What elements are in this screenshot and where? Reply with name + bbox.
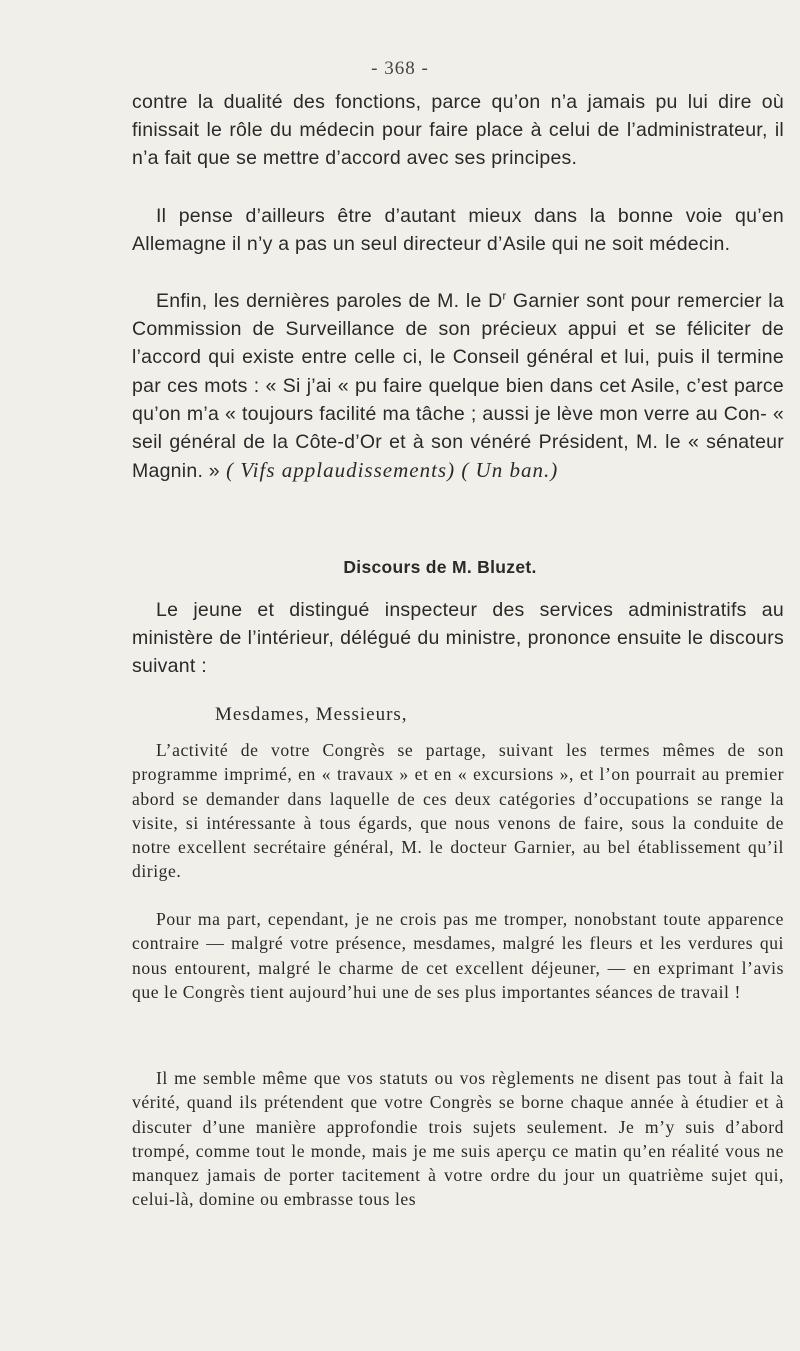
salutation: Mesdames, Messieurs, xyxy=(215,704,408,725)
speech-paragraph-3: Il me semble même que vos statuts ou vos règlements ne disent pas tout à fait la vérité, quand ils prétendent que votre Congrès se borne chaque année à étudier et à discuter d’une manière approfondie trois sujets seulement. Je m’y suis d’abord trompé, comme tout le monde, mais je me suis aperçu ce matin qu’en réalité vous ne manquez jamais de porter tacitement à votre ordre du jour un quatrième sujet qui, celui-là, domine ou embrasse tous les xyxy=(132,1068,784,1210)
paragraph-closing-text-a: Enfin, les dernières paroles de M. le D xyxy=(156,290,503,312)
paragraph-speech-intro: Le jeune et distingué inspecteur des services administratifs au ministère de l’intérieur, délégué du ministre, prononce ensuite le discours suivant : xyxy=(132,599,784,678)
paragraph-continuation: contre la dualité des fonctions, parce qu’on n’a jamais pu lui dire où finissait le rôle du médecin pour faire place à celui de l’administrateur, il n’a fait que se mettre d’accord avec ses principes. xyxy=(132,91,784,170)
applause-note: ( Vifs applaudissements) ( Un ban.) xyxy=(219,458,559,483)
paragraph-germany: Il pense d’ailleurs être d’autant mieux dans la bonne voie qu’en Allemagne il n’y a pas un seul directeur d’Asile qui ne soit médecin. xyxy=(132,205,784,256)
paragraph-closing-words xyxy=(132,287,784,485)
speech-paragraph-2: Pour ma part, cependant, je ne crois pas me tromper, nonobstant toute apparence contraire — malgré votre présence, mesdames, malgré les fleurs et les verdures qui nous entourent, malgré le charme de cet excellent déjeuner, — en exprimant l’avis que le Congrès tient aujourd’hui une de ses plus importantes séances de travail ! xyxy=(132,909,784,1002)
speech-paragraph-1: L’activité de votre Congrès se partage, suivant les termes mêmes de son programme imprimé, en « travaux » et en « excursions », et l’on pourrait au premier abord se demander dans laquelle de ces deux catégories d’occupations se range la visite, si intéressante à tous égards, que nous venons de faire, sous la conduite de notre excellent secrétaire général, M. le docteur Garnier, au bel établissement qu’il dirige. xyxy=(132,740,784,882)
superscript-r: r xyxy=(502,290,507,303)
page-number: - 368 - xyxy=(371,58,429,79)
paragraph-closing-text-b: Garnier sont pour remercier la Commission de Surveillance de son précieux appui et se féliciter de l’accord qui existe entre celle ci, le Conseil général et lui, puis il termine par ces mots : « Si j’ai « pu faire quelque bien dans cet Asile, c’est parce qu’on m’a « toujours facilité ma tâche ; aussi je lève mon verre au Con- « seil général de la Côte-d’Or et à son vénéré Président, M. le « sénateur Magnin. » xyxy=(132,290,784,483)
section-heading: Discours de M. Bluzet. xyxy=(343,557,537,577)
